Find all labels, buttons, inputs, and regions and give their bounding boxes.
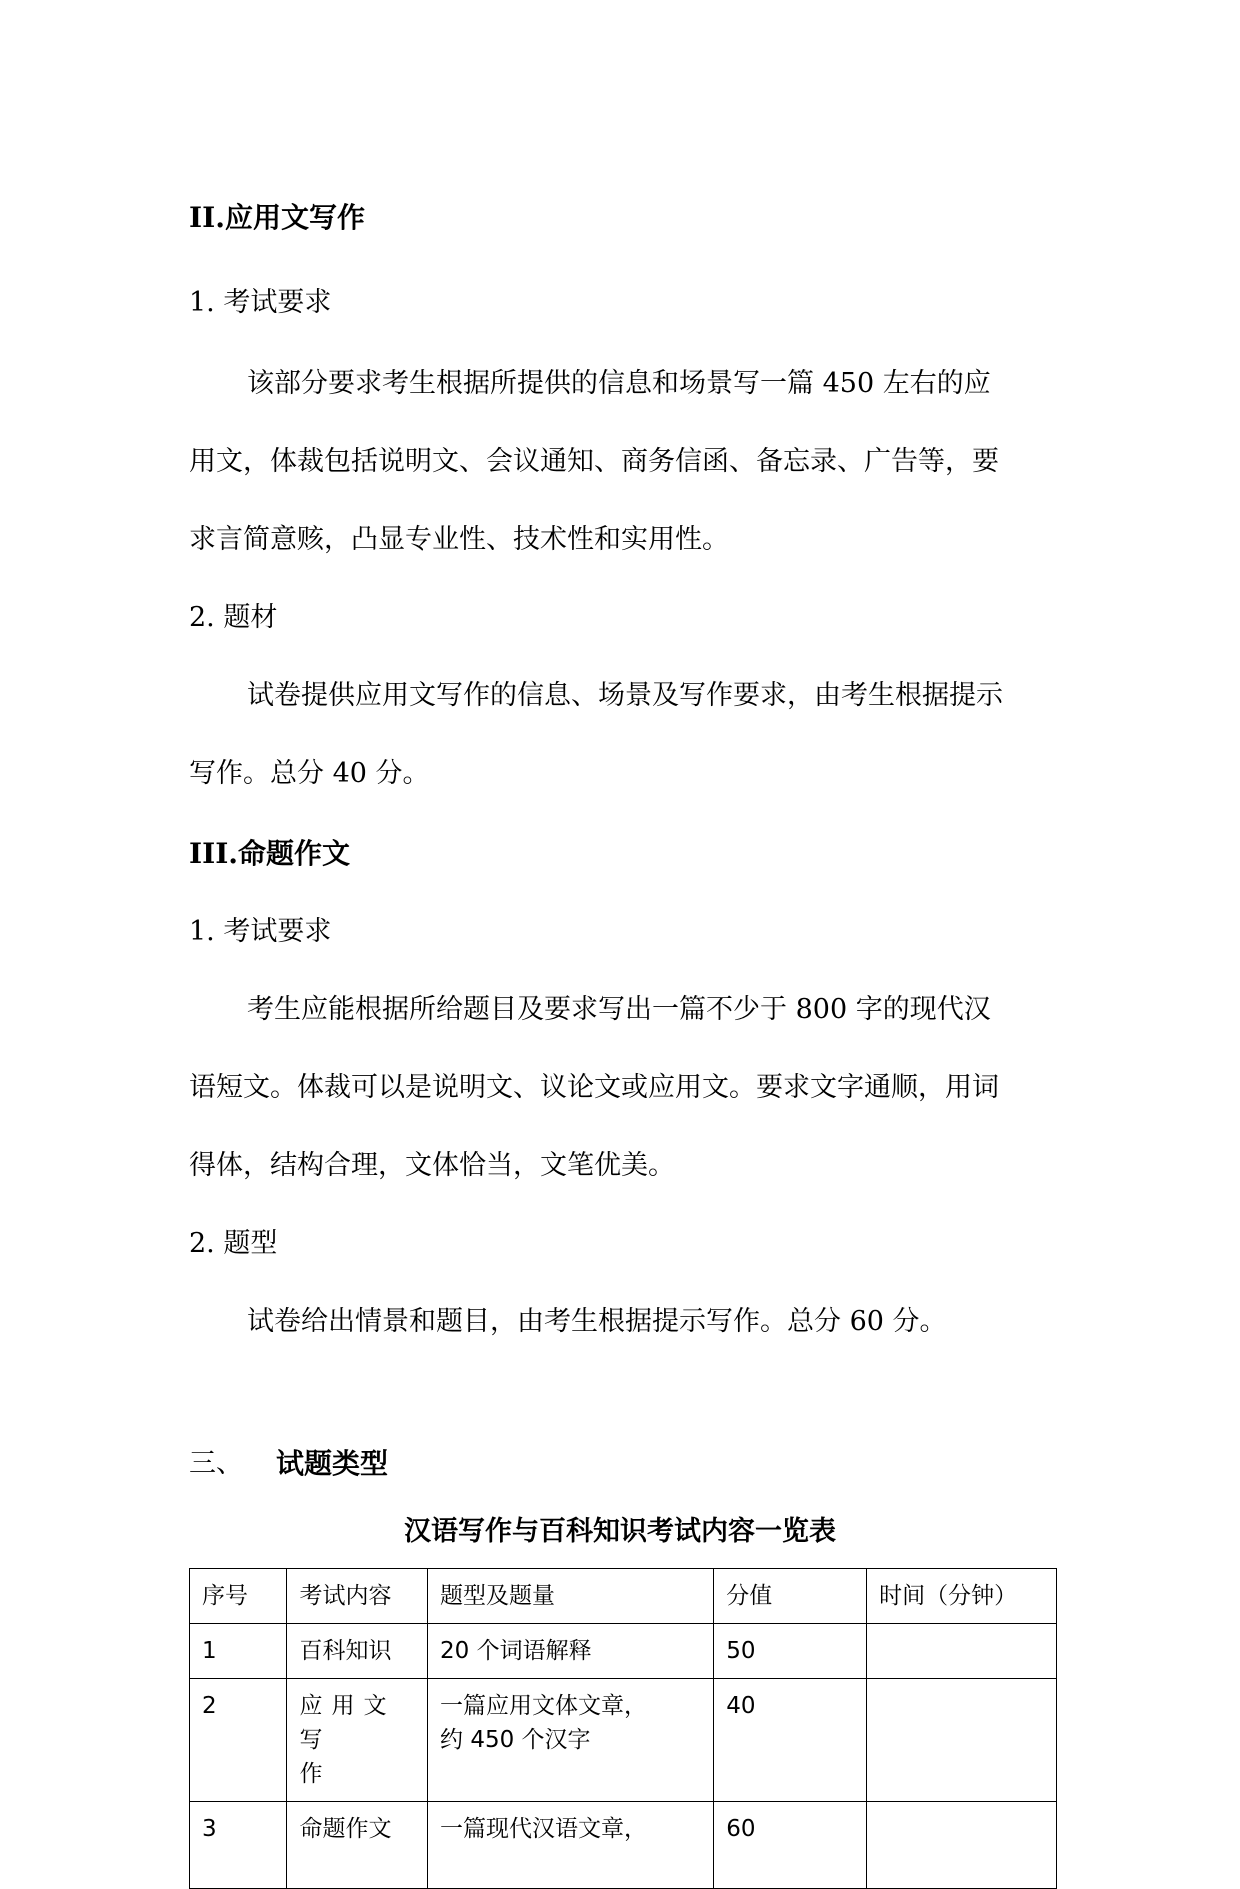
cell-format-line: 约 450 个汉字 bbox=[440, 1727, 591, 1753]
table-row bbox=[190, 1679, 1057, 1802]
cell-score-line: 40 bbox=[726, 1693, 756, 1719]
cell-content-line: 作 bbox=[299, 1761, 332, 1787]
cell-format bbox=[428, 1624, 714, 1679]
paragraph-line: 写作。总分 40 分。 bbox=[189, 758, 430, 789]
paragraph-line: 考生应能根据所给题目及要求写出一篇不少于 800 字的现代汉 bbox=[247, 994, 991, 1025]
cell-number bbox=[190, 1624, 287, 1679]
cell-number bbox=[190, 1679, 287, 1802]
cell-content bbox=[287, 1679, 428, 1802]
cell-number-line: 1 bbox=[202, 1638, 217, 1664]
paragraph-line: 该部分要求考生根据所提供的信息和场景写一篇 450 左右的应 bbox=[247, 368, 991, 399]
cell-number-line: 3 bbox=[202, 1816, 217, 1842]
cell-content-line: 百科知识 bbox=[299, 1638, 392, 1664]
paragraph-line: 得体，结构合理，文体恰当，文笔优美。 bbox=[189, 1150, 675, 1181]
cell-score-line: 60 bbox=[726, 1816, 756, 1842]
cell-content bbox=[287, 1624, 428, 1679]
exam-content-table bbox=[189, 1568, 1057, 1889]
cell-number bbox=[190, 1802, 287, 1889]
subheading-exam-requirements: 1. 考试要求 bbox=[189, 287, 332, 318]
table-row bbox=[190, 1624, 1057, 1679]
section-heading-essay: III.命题作文 bbox=[189, 837, 351, 870]
paragraph-line: 语短文。体裁可以是说明文、议论文或应用文。要求文字通顺，用词 bbox=[189, 1072, 999, 1103]
cell-time bbox=[867, 1802, 1057, 1889]
cell-score bbox=[714, 1624, 867, 1679]
cell-score-line: 50 bbox=[726, 1638, 756, 1664]
section-heading-applied-writing: II.应用文写作 bbox=[189, 201, 365, 234]
subheading-topic: 2. 题材 bbox=[189, 602, 278, 633]
cell-time bbox=[867, 1679, 1057, 1802]
table-title: 汉语写作与百科知识考试内容一览表 bbox=[404, 1516, 836, 1547]
cell-score bbox=[714, 1802, 867, 1889]
subheading-exam-requirements: 1. 考试要求 bbox=[189, 916, 332, 947]
cell-format-line: 一篇现代汉语文章， bbox=[440, 1816, 648, 1842]
cell-format bbox=[428, 1802, 714, 1889]
cell-format-line: 一篇应用文体文章， bbox=[440, 1693, 648, 1719]
cell-format-line: 20 个词语解释 bbox=[440, 1638, 592, 1664]
section-number: 三、 bbox=[189, 1448, 243, 1479]
column-header: 题型及题量 bbox=[428, 1569, 714, 1624]
paragraph-line: 求言简意赅，凸显专业性、技术性和实用性。 bbox=[189, 524, 729, 555]
cell-number-line: 2 bbox=[202, 1693, 217, 1719]
cell-time bbox=[867, 1624, 1057, 1679]
column-header: 考试内容 bbox=[287, 1569, 428, 1624]
cell-score bbox=[714, 1679, 867, 1802]
column-header: 时间（分钟） bbox=[867, 1569, 1057, 1624]
table-header-row bbox=[190, 1569, 1057, 1624]
cell-format bbox=[428, 1679, 714, 1802]
section-heading-question-types: 试题类型 bbox=[276, 1447, 389, 1480]
cell-content-line: 命题作文 bbox=[299, 1816, 392, 1842]
paragraph-line: 试卷给出情景和题目，由考生根据提示写作。总分 60 分。 bbox=[247, 1306, 947, 1337]
paragraph-line: 用文，体裁包括说明文、会议通知、商务信函、备忘录、广告等，要 bbox=[189, 446, 999, 477]
column-header: 分值 bbox=[714, 1569, 867, 1624]
cell-content bbox=[287, 1802, 428, 1889]
table-row bbox=[190, 1802, 1057, 1889]
paragraph-line: 试卷提供应用文写作的信息、场景及写作要求，由考生根据提示 bbox=[247, 680, 1003, 711]
subheading-question-type: 2. 题型 bbox=[189, 1228, 278, 1259]
cell-content-line: 应用文写 bbox=[299, 1693, 396, 1753]
column-header: 序号 bbox=[190, 1569, 287, 1624]
